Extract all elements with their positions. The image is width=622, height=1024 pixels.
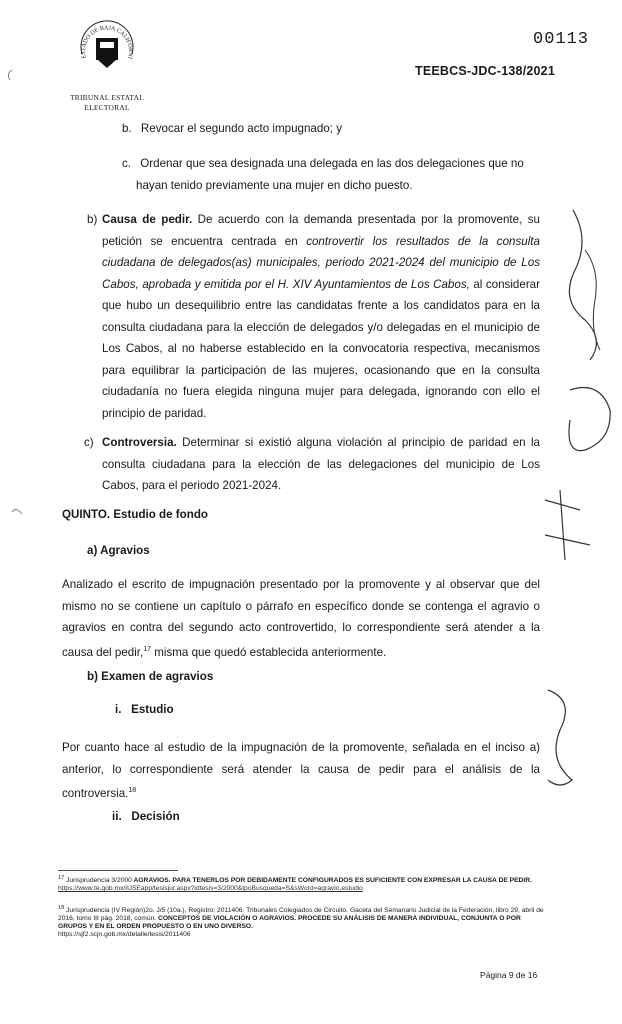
subsection-heading: b) Examen de agravios [87,670,214,683]
section-marker: b) [87,213,98,226]
list-text: Ordenar que sea designada una delegada en las dos delegaciones que no [140,157,524,170]
list-marker: b. [122,122,132,135]
causa-de-pedir-paragraph [102,209,540,424]
footnote-link[interactable]: https://www.te.gob.mx/IUSEapp/tesisjur.aspx?idtesis=3/2000&tpoBusqueda=S&sWord=agravio,estudio [58,885,363,893]
causa-italic: controvertir los resultados de la consulta ciudadana de delegados(as) municipales, periodo 2021-2024 del municipio de Los Cabos, aprobada y emitida por el H. XIV Ayuntamientos de Los Cabos, [102,234,540,291]
footnote-17: $^{17}$ Jurisprudencia 3/2000 AGRAVIOS. PARA TENERLOS POR DEBIDAMENTE CONFIGURADOS ES SUFICIENTE CON EXPRESAR LA CAUSA DE PEDIR. https://www.te.gob.mx/IUSEapp/tesisjur.aspx?idtesis=3/2000&tpoBusqueda=S&sWord=agravio,estudio [58,874,548,893]
footnote-link[interactable]: https://sjf2.scjn.gob.mx/detalle/tesis/2011406 [58,931,191,939]
footnote-ref: 17 [143,645,152,653]
controversia-heading: Controversia. [102,436,177,449]
footnote-18: $^{18}$ Jurisprudencia (IV Región)2o. J/5 (10a.), Registro: 2011406. Tribunales Colegiados de Circuito. Gaceta del Semanario Judicial de la Federación, libro 29, abril de 2016, tomo III pág. 2018, común. CONCEPTOS DE VIOLACIÓN O AGRAVIOS. PROCEDE SU ANÁLISIS DE MANERA INDIVIDUAL, CONJUNTA O POR GRUPOS Y EN EL ORDEN PROPUESTO O EN UNO DIVERSO. https://sjf2.scjn.gob.mx/detalle/tesis/2011406 [58,904,548,939]
causa-text-2: al considerar que hubo un desequilibrio entre las candidatas frente a los candidatos para en la consulta ciudadana para la elección de delegados y/o delegadas en el municipio de Los Cabos, al no haberse establecido en la convocatoria respectiva, mecanismos para equilibrar la participación de las mujeres, ocasionando que en la consulta ciudadanía no fuera elegida ninguna mujer para delegada, ignorando con ello el principio de paridad. [102,277,540,420]
svg-text:ESTADO DE BAJA CALIFORNIA SUR: ESTADO DE BAJA CALIFORNI [80,25,134,60]
list-text: Revocar el segundo acto impugnado; y [140,122,342,135]
controversia-text: Determinar si existió alguna violación al principio de paridad en la consulta ciudadana para la elección de las delegaciones del municipio de Los Cabos, para el periodo 2021-2024. [102,436,540,492]
agravios-paragraph: Analizado el escrito de impugnación presentado por la promovente y al observar que del mismo no se contiene un capítulo o párrafo en específico donde se contenga el agravio o agravios en contra del segundo acto controvertido, lo correspondiente será atender a la causa del pedir,$^{17}$ misma que quedó establecida anteriormente. [62,578,540,659]
causa-heading: Causa de pedir. [102,213,193,226]
footnote-divider [58,870,178,871]
list-item-c [122,153,524,175]
causa-text: De acuerdo con la demanda presentada por la promovente, su petición se encuentra centrada en [102,213,540,248]
footnote-ref: 18 [128,787,137,794]
estudio-paragraph: Por cuanto hace al estudio de la impugnación de la promovente, señalada en el inciso a) anterior, lo correspondiente será atender la causa de pedir para el análisis de la controversia.$^{18}$ [62,741,540,800]
list-text-continued: hayan tenido previamente una mujer en dicho puesto. [136,179,413,192]
subsection-heading: a) Agravios [87,544,150,557]
list-item-b [122,118,342,140]
subsection-heading: ii. Decisión [112,810,180,823]
case-number: TEEBCS-JDC-138/2021 [415,64,555,78]
section-heading: QUINTO. Estudio de fondo [62,508,208,521]
page-stamp: 00113 [533,30,590,49]
list-marker: c. [122,157,132,170]
subsection-heading: i. Estudio [115,703,174,716]
organization-name: TRIBUNAL ESTATAL ELECTORAL [69,93,144,112]
page-number: Página 9 de 16 [480,970,538,980]
section-marker: c) [84,436,94,449]
court-seal-icon [76,14,138,76]
controversia-paragraph [102,432,540,497]
